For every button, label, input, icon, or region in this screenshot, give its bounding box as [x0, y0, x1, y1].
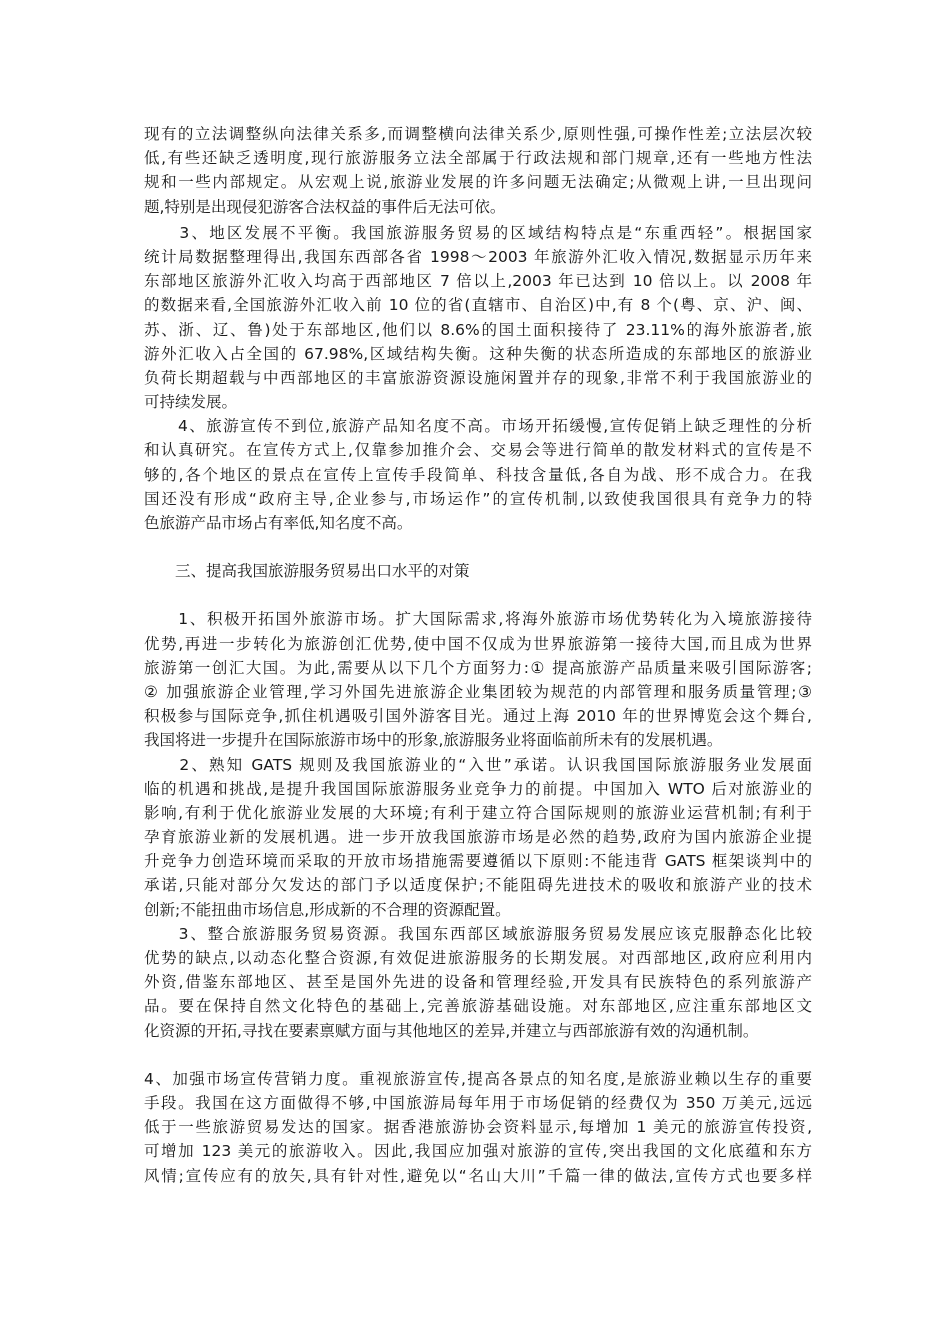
paragraph-integrate-resources: [144, 922, 812, 1043]
text-line: 化资源的开拓,寻找在要素禀赋方面与其他地区的差异,并建立与西部旅游有效的沟通机制。: [144, 1021, 759, 1040]
text-line: 2、熟知 GATS 规则及我国旅游业的“入世”承诺。认识我国国际旅游服务业发展面: [144, 755, 812, 774]
text-line: 苏、浙、辽、鲁)处于东部地区,他们以 8.6%的国土面积接待了 23.11%的海外旅游者,旅: [144, 320, 812, 339]
text-line: 影响,有利于优化旅游业发展的大环境;有利于建立符合国际规则的旅游业运营机制;有利于: [144, 803, 812, 822]
text-line: 孕育旅游业新的发展机遇。进一步开放我国旅游市场是必然的趋势,政府为国内旅游企业提: [144, 828, 812, 847]
text-line: 外资,借鉴东部地区、甚至是国外先进的设备和管理经验,开发具有民族特色的系列旅游产: [144, 973, 812, 992]
text-line: 品。要在保持自然文化特色的基础上,完善旅游基础设施。对东部地区,应注重东部地区文: [144, 997, 812, 1016]
section-heading: 三、提高我国旅游服务贸易出口水平的对策: [144, 562, 470, 581]
text-line: 4、旅游宣传不到位,旅游产品知名度不高。市场开拓缓慢,宣传促销上缺乏理性的分析: [144, 417, 812, 436]
paragraph-expand-market: [144, 607, 812, 752]
text-line: 创新;不能扭曲市场信息,形成新的不合理的资源配置。: [144, 900, 511, 919]
paragraph-gats-rules: [144, 753, 812, 922]
text-line: 规和一些内部规定。从宏观上说,旅游业发展的许多问题无法确定;从微观上讲,一旦出现问: [144, 173, 812, 192]
paragraph-legal-issues: [144, 122, 812, 219]
text-line: 东部地区旅游外汇收入均高于西部地区 7 倍以上,2003 年已达到 10 倍以上。以 2008 年: [144, 272, 812, 291]
text-line: 风情;宣传应有的放矢,具有针对性,避免以“名山大川”千篇一律的做法,宣传方式也要多样: [144, 1166, 812, 1185]
text-line: 低,有些还缺乏透明度,现行旅游服务立法全部属于行政法规和部门规章,还有一些地方性法: [144, 149, 812, 168]
text-line: ② 加强旅游企业管理,学习外国先进旅游企业集团较为规范的内部管理和服务质量管理;③: [144, 682, 812, 701]
text-line: 4、加强市场宣传营销力度。重视旅游宣传,提高各景点的知名度,是旅游业赖以生存的重要: [144, 1069, 812, 1088]
text-line: 可持续发展。: [144, 393, 238, 412]
text-line: 1、积极开拓国外旅游市场。扩大国际需求,将海外旅游市场优势转化为入境旅游接待: [144, 610, 812, 629]
text-line: 优势的缺点,以动态化整合资源,有效促进旅游服务的长期发展。对西部地区,政府应利用内: [144, 949, 812, 967]
text-line: 承诺,只能对部分欠发达的部门予以适度保护;不能阻碍先进技术的吸收和旅游产业的技术: [144, 876, 812, 895]
text-line: 3、地区发展不平衡。我国旅游服务贸易的区域结构特点是“东重西轻”。根据国家: [144, 223, 812, 242]
text-line: 可增加 123 美元的旅游收入。因此,我国应加强对旅游的宣传,突出我国的文化底蕴和东方: [144, 1142, 812, 1161]
document-page: [144, 122, 812, 1188]
text-line: 手段。我国在这方面做得不够,中国旅游局每年用于市场促销的经费仅为 350 万美元,远远: [144, 1093, 812, 1112]
paragraph-promotion-issues: [144, 414, 812, 535]
text-line: 我国将进一步提升在国际旅游市场中的形象,旅游服务业将面临前所未有的发展机遇。: [144, 731, 723, 750]
text-line: 色旅游产品市场占有率低,知名度不高。: [144, 514, 413, 532]
text-line: 够的,各个地区的景点在宣传上宣传手段简单、科技含量低,各自为战、形不成合力。在我: [144, 465, 812, 484]
text-line: 优势,再进一步转化为旅游创汇优势,使中国不仅成为世界旅游第一接待大国,而且成为世界: [144, 634, 812, 653]
text-line: 国还没有形成“政府主导,企业参与,市场运作”的宣传机制,以致使我国很具有竞争力的特: [144, 489, 812, 508]
text-line: 临的机遇和挑战,是提升我国国际旅游服务业竞争力的前提。中国加入 WTO 后对旅游业的: [144, 779, 812, 798]
text-line: 题,特别是出现侵犯游客合法权益的事件后无法可依。: [144, 197, 506, 216]
text-line: 升竞争力创造环境而采取的开放市场措施需要遵循以下原则:不能违背 GATS 框架谈判中的: [144, 852, 812, 871]
text-line: 游外汇收入占全国的 67.98%,区域结构失衡。这种失衡的状态所造成的东部地区的旅游业: [144, 344, 812, 363]
paragraph-marketing: [144, 1067, 812, 1188]
text-line: 积极参与国际竞争,抓住机遇吸引国外游客目光。通过上海 2010 年的世界博览会这个舞台,: [144, 707, 812, 726]
text-line: 3、整合旅游服务贸易资源。我国东西部区域旅游服务贸易发展应该克服静态化比较: [144, 924, 812, 943]
text-line: 负荷长期超载与中西部地区的丰富旅游资源设施闲置并存的现象,非常不利于我国旅游业的: [144, 368, 812, 387]
text-line: 现有的立法调整纵向法律关系多,而调整横向法律关系少,原则性强,可操作性差;立法层次较: [144, 125, 812, 143]
paragraph-regional-imbalance: [144, 221, 812, 415]
text-line: 的数据来看,全国旅游外汇收入前 10 位的省(直辖市、自治区)中,有 8 个(粤、京、沪、闽、: [144, 296, 812, 315]
text-line: 旅游第一创汇大国。为此,需要从以下几个方面努力:① 提高旅游产品质量来吸引国际游客;: [144, 658, 812, 677]
text-line: 统计局数据整理得出,我国东西部各省 1998～2003 年旅游外汇收入情况,数据显示历年来: [144, 247, 812, 266]
text-line: 低于一些旅游贸易发达的国家。据香港旅游协会资料显示,每增加 1 美元的旅游宣传投资,: [144, 1118, 812, 1137]
text-line: 和认真研究。在宣传方式上,仅靠参加推介会、交易会等进行简单的散发材料式的宣传是不: [144, 441, 812, 460]
